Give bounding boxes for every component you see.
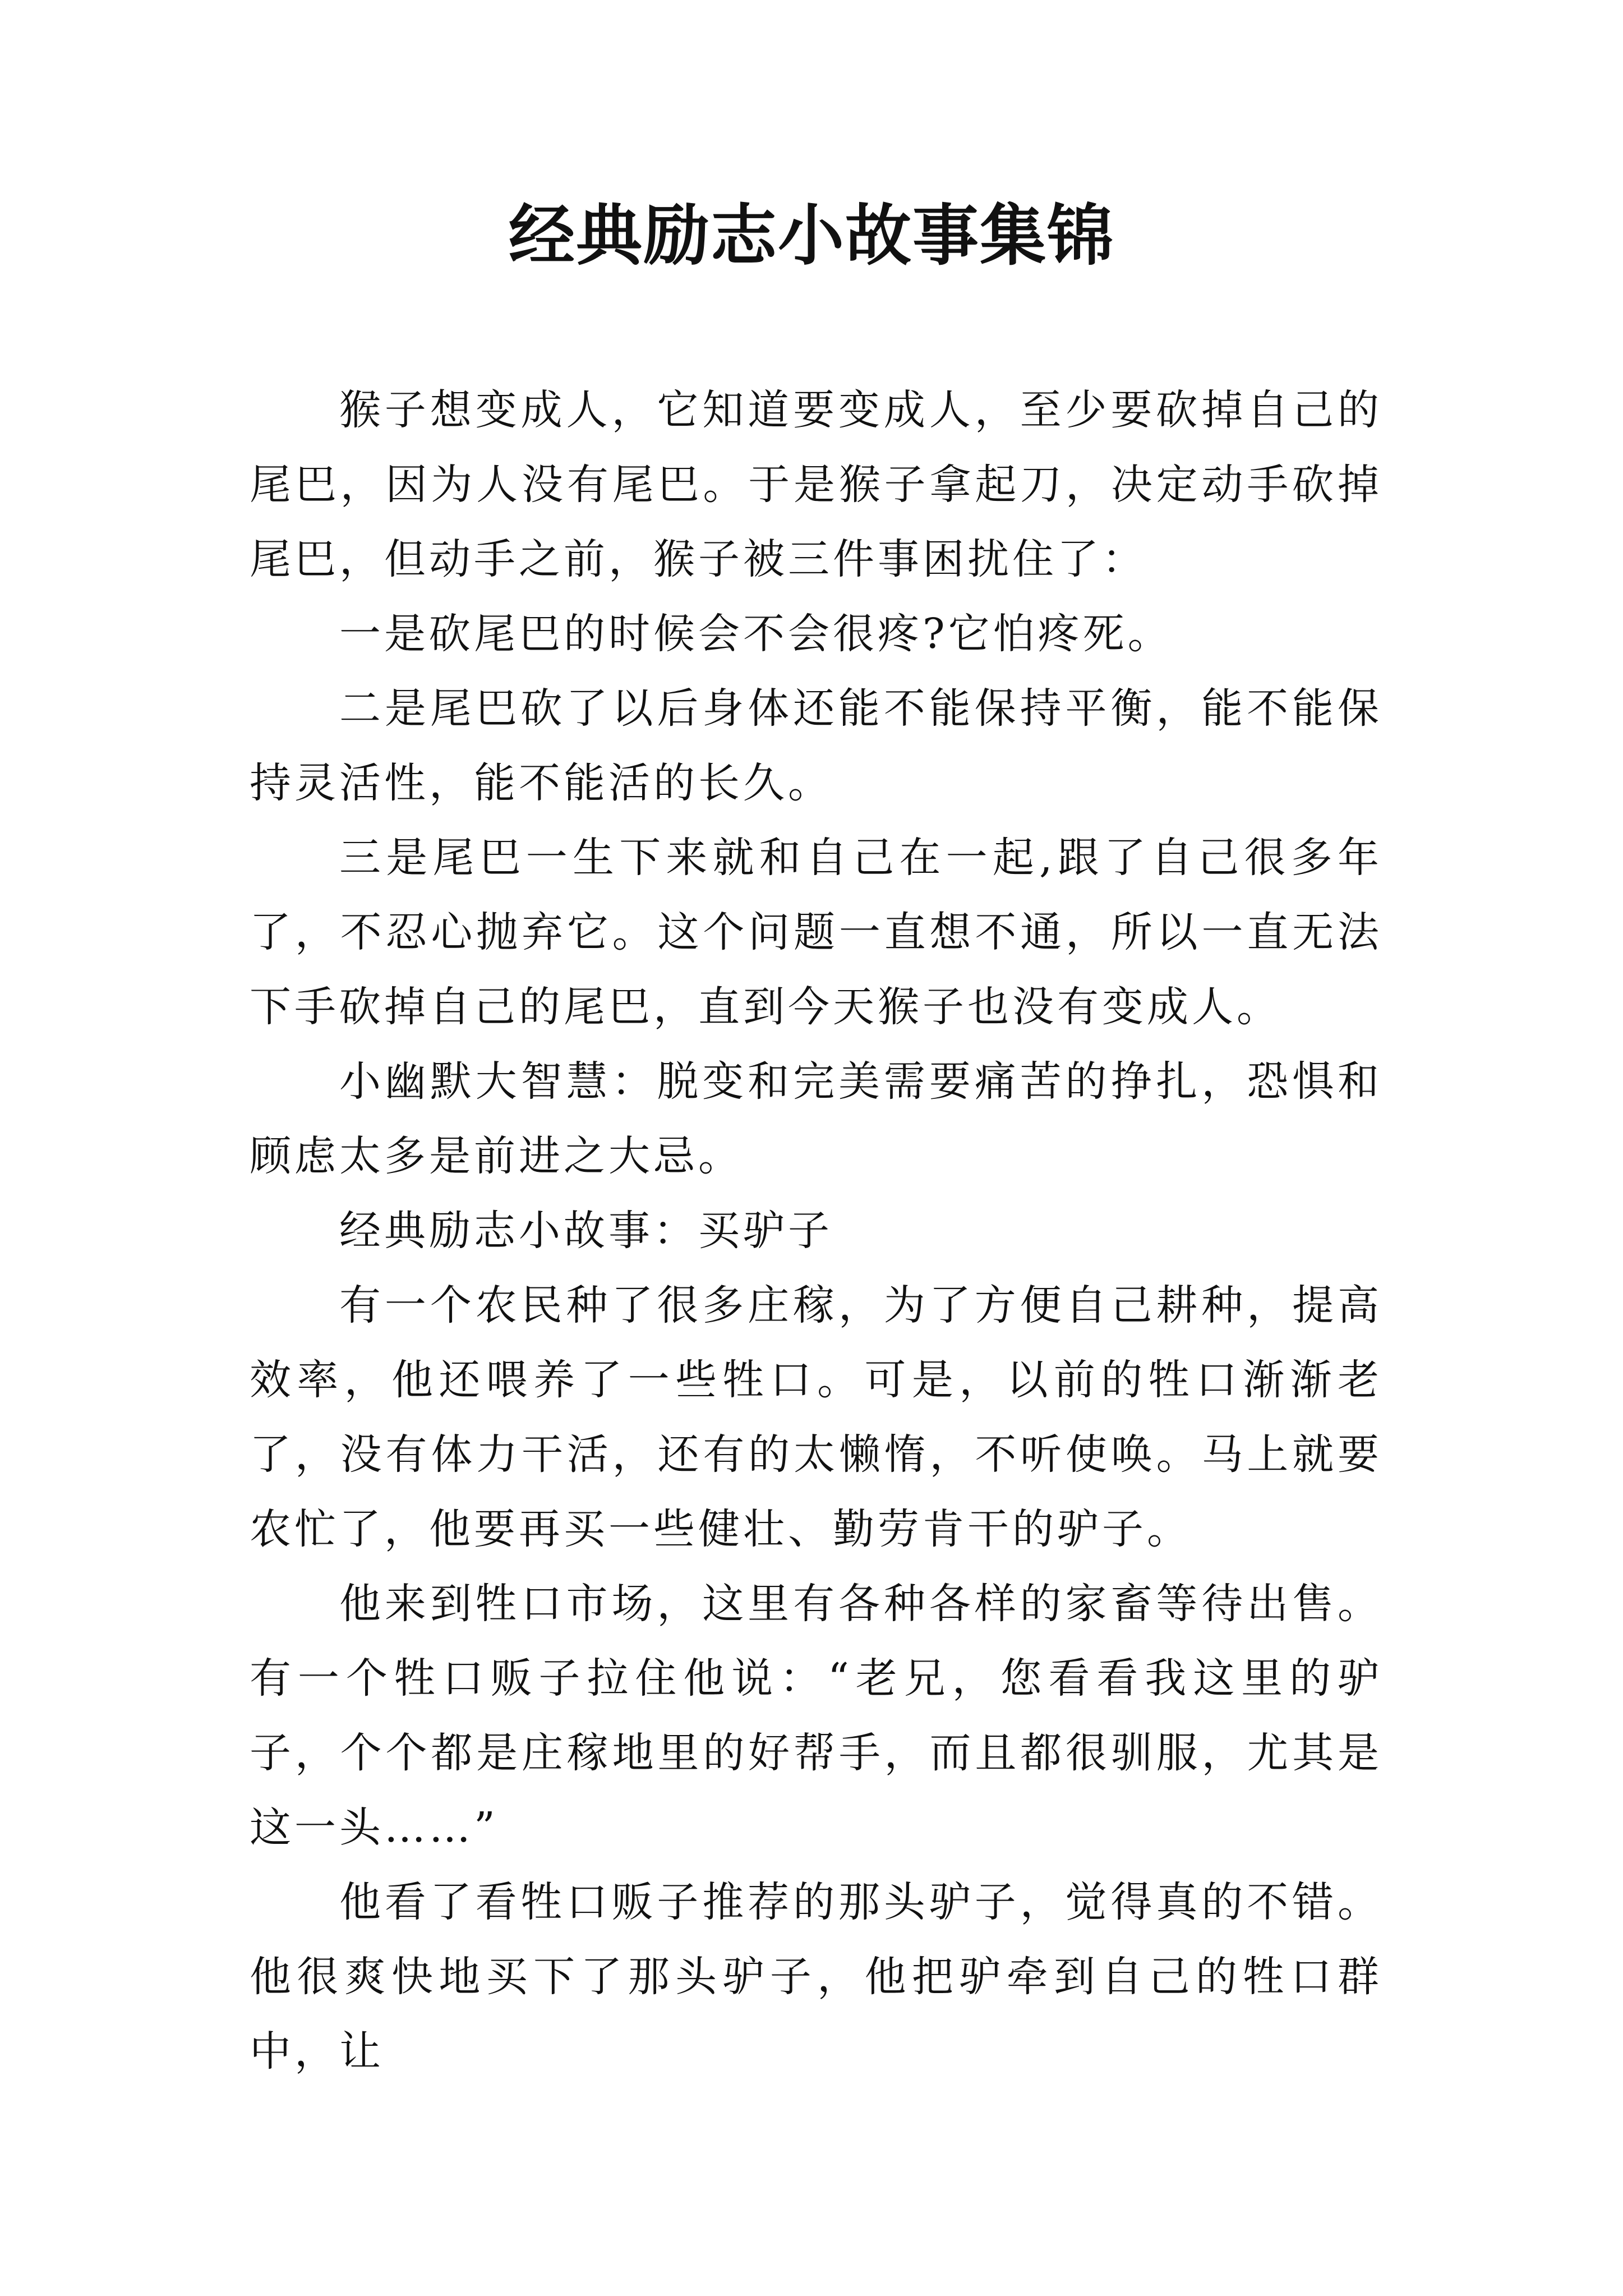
document-body [250, 373, 1382, 2089]
paragraph: 他看了看牲口贩子推荐的那头驴子，觉得真的不错。他很爽快地买下了那头驴子，他把驴牵到自己的牲口群中，让 [250, 1878, 1382, 2076]
paragraph: 一是砍尾巴的时候会不会很疼?它怕疼死。 [339, 610, 1173, 658]
section-heading: 经典励志小故事：买驴子 [339, 1207, 833, 1255]
paragraph: 小幽默大智慧：脱变和完美需要痛苦的挣扎，恐惧和顾虑太多是前进之大忌。 [250, 1057, 1382, 1180]
paragraph: 二是尾巴砍了以后身体还能不能保持平衡，能不能保持灵活性，能不能活的长久。 [250, 684, 1382, 807]
paragraph: 三是尾巴一生下来就和自己在一起,跟了自己很多年了，不忍心抛弃它。这个问题一直想不通，所以一直无法下手砍掉自己的尾巴，直到今天猴子也没有变成人。 [250, 834, 1382, 1031]
paragraph: 有一个农民种了很多庄稼，为了方便自己耕种，提高效率，他还喂养了一些牲口。可是，以前的牲口渐渐老了，没有体力干活，还有的太懒惰，不听使唤。马上就要农忙了，他要再买一些健壮、勤劳肯干的驴子。 [250, 1281, 1382, 1553]
paragraph: 他来到牲口市场，这里有各种各样的家畜等待出售。有一个牲口贩子拉住他说：“老兄，您看看我这里的驴子，个个都是庄稼地里的好帮手，而且都很驯服，尤其是这一头……” [250, 1580, 1382, 1852]
document-title: 经典励志小故事集锦 [508, 196, 1114, 274]
paragraph: 猴子想变成人，它知道要变成人，至少要砍掉自己的尾巴，因为人没有尾巴。于是猴子拿起刀，决定动手砍掉尾巴，但动手之前，猴子被三件事困扰住了： [250, 386, 1382, 583]
